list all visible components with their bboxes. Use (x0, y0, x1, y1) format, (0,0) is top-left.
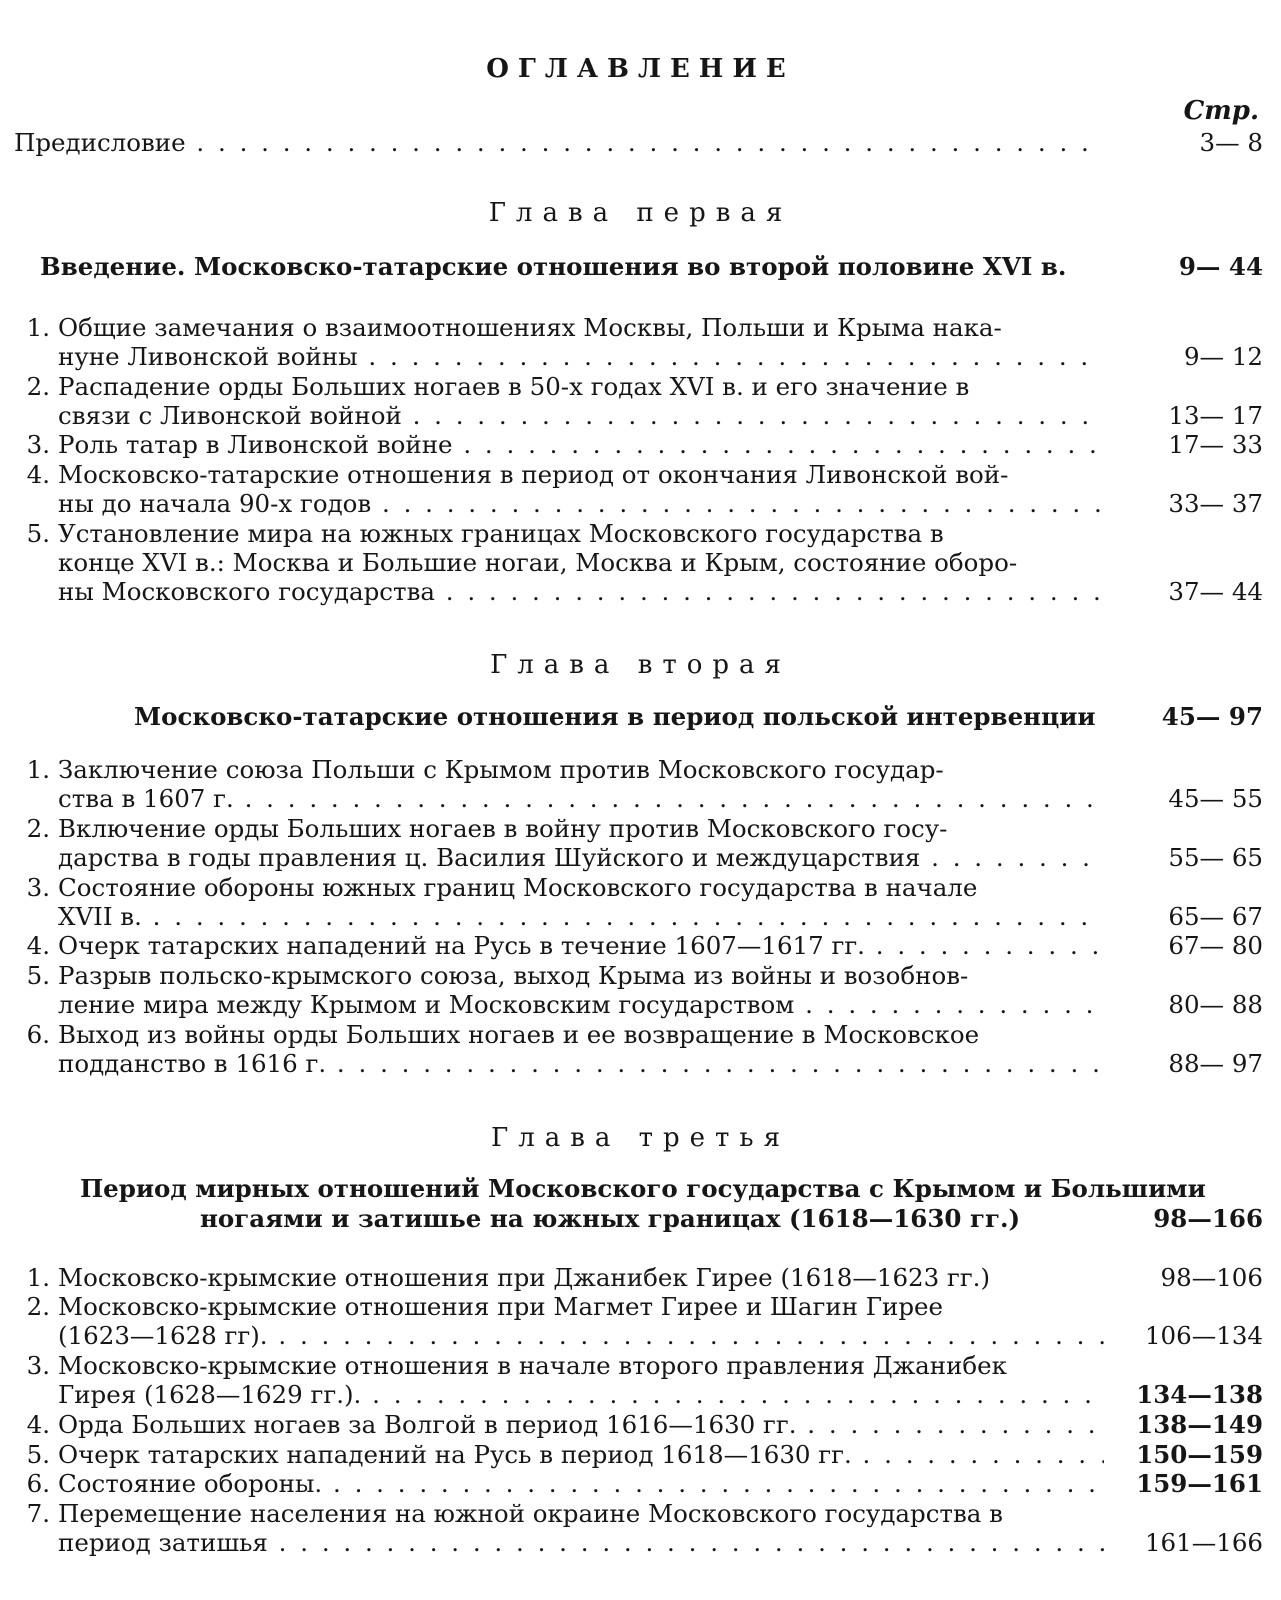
entry-text: Гирея (1628—1629 гг.). . . . (58, 1380, 1104, 1410)
entry-text: Московско-крымские отношения в начале второго правления Джанибек (58, 1351, 1007, 1380)
entry-pages: 88— 97 (1168, 1049, 1263, 1078)
toc-entry (14, 460, 1104, 490)
entry-text: дарства в годы правления ц. Василия Шуйского и междуцарствия . . . (58, 843, 1104, 873)
entry-text: Орда Больших ногаев за Волгой в период 1616—1630 гг. . . . (58, 1410, 1104, 1440)
toc-entry (14, 1469, 1104, 1499)
entry-number: 5. (26, 961, 50, 990)
entry-number: 2. (26, 1292, 50, 1321)
toc-entry (14, 931, 1104, 961)
entry-text: ны Московского государства . . . (58, 577, 1104, 607)
chapter-3-heading: Глава третья (491, 1123, 790, 1153)
toc-entry (14, 313, 1104, 343)
entry-text: Выход из войны орды Больших ногаев и ее возвращение в Московское (58, 1020, 980, 1049)
entry-number: 3. (26, 873, 50, 902)
entry-pages: 98—106 (1160, 1263, 1263, 1292)
entry-number: 5. (26, 1440, 50, 1469)
entry-pages: 80— 88 (1168, 990, 1263, 1019)
entry-text: Московско-татарские отношения в период от окончания Ливонской вой- (58, 460, 1009, 489)
toc-entry (14, 430, 1104, 460)
toc-entry (14, 755, 1104, 785)
entry-pages: 65— 67 (1168, 902, 1263, 931)
entry-text: Перемещение населения на южной окраине Московского государства в (58, 1499, 1003, 1528)
chapter-1-pages: 9— 44 (1178, 252, 1263, 281)
entry-pages: 9— 12 (1183, 342, 1263, 371)
entry-pages: 45— 55 (1168, 784, 1263, 813)
toc-entry-cont (14, 990, 1104, 1020)
entry-text: подданство в 1616 г. . . . (58, 1049, 1104, 1079)
chapter-1-heading: Глава первая (488, 198, 793, 228)
entry-number: 4. (26, 1410, 50, 1439)
entry-text: Включение орды Больших ногаев в войну против Московского госу- (58, 814, 948, 843)
toc-entry-cont (14, 548, 1104, 578)
entry-number: 4. (26, 460, 50, 489)
entry-text: (1623—1628 гг). . . . (58, 1321, 1104, 1351)
entry-text: Распадение орды Больших ногаев в 50-х годах XVI в. и его значение в (58, 372, 970, 401)
toc-entry (14, 372, 1104, 402)
entry-pages: 134—138 (1136, 1380, 1263, 1409)
entry-text: Очерк татарских нападений на Русь в течение 1607—1617 гг. . . . (58, 931, 1104, 961)
entry-text: период затишья . . . (58, 1528, 1104, 1558)
entry-text: нуне Ливонской войны . . . (58, 342, 1104, 372)
entry-pages: 33— 37 (1168, 489, 1263, 518)
chapter-2-title: Московско-татарские отношения в период польской интервенции (134, 702, 1096, 731)
entry-text: Состояние обороны. . . . (58, 1469, 1104, 1499)
toc-entry-cont (14, 784, 1104, 814)
entry-text: Очерк татарских нападений на Русь в период 1618—1630 гг. . . . (58, 1440, 1104, 1470)
entry-text: Заключение союза Польши с Крымом против Московского государ- (58, 755, 944, 784)
toc-entry (14, 814, 1104, 844)
preface-label: Предисловие . . . (14, 128, 1104, 158)
entry-pages: 161—166 (1144, 1528, 1263, 1557)
toc-entry-cont (14, 1380, 1104, 1410)
toc-entry (14, 1440, 1104, 1470)
entry-number: 1. (26, 313, 50, 342)
entry-number: 2. (26, 814, 50, 843)
toc-entry (14, 961, 1104, 991)
toc-entry-cont (14, 401, 1104, 431)
entry-number: 5. (26, 519, 50, 548)
entry-pages: 55— 65 (1168, 843, 1263, 872)
toc-entry (14, 1292, 1104, 1322)
entry-pages: 138—149 (1136, 1410, 1263, 1439)
toc-entry-cont (14, 577, 1104, 607)
toc-entry (14, 873, 1104, 903)
entry-pages: 17— 33 (1168, 430, 1263, 459)
entry-text: Общие замечания о взаимоотношениях Москвы, Польши и Крыма нака- (58, 313, 1002, 342)
toc-entry (14, 1499, 1104, 1529)
entry-pages: 13— 17 (1168, 401, 1263, 430)
entry-pages: 159—161 (1136, 1469, 1263, 1498)
toc-entry (14, 1020, 1104, 1050)
entry-text: Московско-крымские отношения при Джанибек Гирее (1618—1623 гг.) (58, 1263, 991, 1292)
page-column-header: Стр. (1183, 96, 1259, 126)
toc-entry-cont (14, 1321, 1104, 1351)
entry-pages: 67— 80 (1168, 931, 1263, 960)
entry-text: XVII в. . . . (58, 902, 1104, 932)
toc-entry-cont (14, 1528, 1104, 1558)
entry-number: 3. (26, 1351, 50, 1380)
toc-entry-cont (14, 342, 1104, 372)
toc-entry (14, 519, 1104, 549)
toc-entry (14, 1410, 1104, 1440)
entry-text: ства в 1607 г. . . . (58, 784, 1104, 814)
chapter-2-heading: Глава вторая (490, 650, 791, 680)
entry-pages: 37— 44 (1168, 577, 1263, 606)
entry-text: Роль татар в Ливонской войне . . . (58, 430, 1104, 460)
entry-pages: 106—134 (1144, 1321, 1263, 1350)
toc-entry (14, 1351, 1104, 1381)
entry-text: Разрыв польско-крымского союза, выход Крыма из войны и возобнов- (58, 961, 969, 990)
entry-text: ны до начала 90-х годов . . . (58, 489, 1104, 519)
entry-number: 3. (26, 430, 50, 459)
entry-text: связи с Ливонской войной . . . (58, 401, 1104, 431)
toc-entry-cont (14, 489, 1104, 519)
chapter-1-title: Введение. Московско-татарские отношения во второй половине XVI в. (40, 252, 1067, 281)
entry-number: 1. (26, 755, 50, 784)
chapter-2-pages: 45— 97 (1161, 702, 1263, 731)
preface-pages: 3— 8 (1199, 128, 1263, 157)
entry-number: 6. (26, 1020, 50, 1049)
toc-entry-cont (14, 902, 1104, 932)
entry-number: 2. (26, 372, 50, 401)
chapter-3-pages: 98—166 (1153, 1204, 1263, 1233)
entry-number: 6. (26, 1469, 50, 1498)
entry-text: Московско-крымские отношения при Магмет Гирее и Шагин Гирее (58, 1292, 944, 1321)
chapter-3-title-cont: ногаями и затишье на южных границах (1618—1630 гг.) (200, 1204, 1021, 1233)
chapter-3-title: Период мирных отношений Московского государства с Крымом и Большими (80, 1174, 1206, 1203)
toc-entry (14, 1263, 1104, 1293)
toc-entry-cont (14, 843, 1104, 873)
entry-number: 4. (26, 931, 50, 960)
entry-text: Установление мира на южных границах Московского государства в (58, 519, 944, 548)
toc-entry-cont (14, 1049, 1104, 1079)
entry-number: 1. (26, 1263, 50, 1292)
entry-text: Состояние обороны южных границ Московского государства в начале (58, 873, 978, 902)
page-title: ОГЛАВЛЕНИЕ (486, 54, 795, 84)
entry-text: ление мира между Крымом и Московским государством . . . (58, 990, 1104, 1020)
entry-text: конце XVI в.: Москва и Большие ногаи, Москва и Крым, состояние оборо- (58, 548, 1018, 577)
entry-number: 7. (26, 1499, 50, 1528)
entry-pages: 150—159 (1136, 1440, 1263, 1469)
